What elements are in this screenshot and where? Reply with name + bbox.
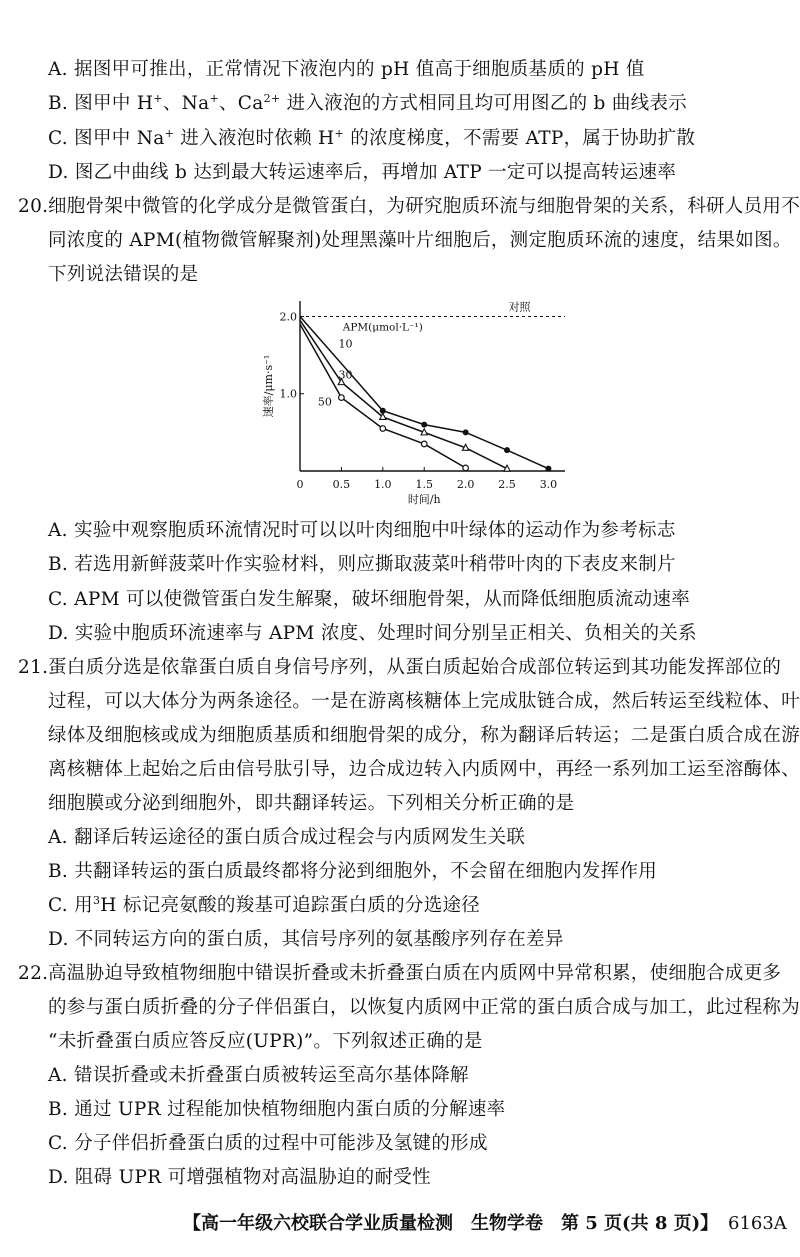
q21-stem-line-1: 21.蛋白质分选是依靠蛋白质自身信号序列，从蛋白质起始合成部位转运到其功能发挥部位的 (18, 651, 781, 685)
q21-stem-line-3: 绿体及细胞核或成为细胞质基质和细胞骨架的成分，称为翻译后转运；二是蛋白质合成在游 (48, 725, 800, 746)
chart-svg (255, 293, 575, 505)
q22-option-c: C. 分子伴侣折叠蛋白质的过程中可能涉及氢键的形成 (48, 1133, 488, 1154)
q22-option-b: B. 通过 UPR 过程能加快植物细胞内蛋白质的分解速率 (48, 1099, 506, 1120)
q20-stem-line-2: 同浓度的 APM(植物微管解聚剂)处理黑藻叶片细胞后，测定胞质环流的速度，结果如图。 (48, 230, 792, 251)
x-tick-label: 1.0 (374, 478, 392, 491)
y-tick-label: 2.0 (279, 310, 297, 324)
q21-option-c: C. 用$^3$H 标记亮氨酸的羧基可追踪蛋白质的分选途径 (48, 893, 481, 916)
x-axis-title: 时间/h (407, 493, 441, 505)
data-point-10 (421, 422, 427, 428)
q19-option-d: D. 图乙中曲线 b 达到最大转运速率后，再增加 ATP 一定可以提高转运速率 (48, 162, 677, 183)
q21-stem-line-4: 离核糖体上起始之后由信号肽引导，边合成边转入内质网中，再经一系列加工运至溶酶体、 (48, 759, 800, 780)
page-footer (0, 1204, 800, 1244)
footer-exam-title: 【高一年级六校联合学业质量检测 生物学卷 第 5 页(共 8 页)】 (183, 1213, 719, 1234)
x-tick-label: 0.5 (332, 478, 351, 491)
q20-stem-line-3: 下列说法错误的是 (48, 264, 199, 285)
data-point-50 (380, 426, 386, 432)
x-tick-label: 3.0 (539, 478, 558, 491)
y-axis-title: 速率/μm·s⁻¹ (262, 354, 275, 418)
q20-option-b: B. 若选用新鲜菠菜叶作实验材料，则应撕取菠菜叶稍带叶肉的下表皮来制片 (48, 554, 676, 575)
q20-line-chart (255, 293, 575, 505)
q21-option-a: A. 翻译后转运途径的蛋白质合成过程会与内质网发生关联 (48, 827, 526, 848)
q22-option-d: D. 阻碍 UPR 可增强植物对高温胁迫的耐受性 (48, 1167, 431, 1188)
control-label: 对照 (508, 300, 531, 314)
x-tick-label: 2.0 (456, 478, 475, 491)
x-tick-label: 1.5 (415, 478, 433, 491)
footer-paper-code: 6163A (728, 1213, 787, 1234)
x-tick-label: 0 (296, 478, 304, 491)
q20-option-a: A. 实验中观察胞质环流情况时可以以叶肉细胞中叶绿体的运动作为参考标志 (48, 520, 676, 541)
q22-number: 22. (18, 963, 49, 984)
q22-stem-line-3: “未折叠蛋白质应答反应(UPR)”。下列叙述正确的是 (48, 1031, 483, 1052)
q21-stem-line-2: 过程，可以大体分为两条途径。一是在游离核糖体上完成肽链合成，然后转运至线粒体、叶 (48, 691, 800, 712)
data-point-10 (545, 466, 551, 472)
data-point-50 (421, 441, 427, 447)
data-point-10 (463, 429, 469, 435)
q20-number: 20. (18, 196, 49, 217)
data-point-50 (463, 465, 469, 471)
q21-option-b: B. 共翻译转运的蛋白质最终都将分泌到细胞外，不会留在细胞内发挥作用 (48, 861, 658, 882)
q19-option-a: A. 据图甲可推出，正常情况下液泡内的 pH 值高于细胞质基质的 pH 值 (48, 59, 645, 80)
y-tick-label: 1.0 (279, 387, 297, 401)
series-label-50: 50 (317, 395, 332, 409)
data-point-50 (339, 395, 345, 401)
q21-option-d: D. 不同转运方向的蛋白质，其信号序列的氨基酸序列存在差异 (48, 929, 564, 950)
q21-stem-line-5: 细胞膜或分泌到细胞外，即共翻译转运。下列相关分析正确的是 (48, 793, 575, 814)
series-label-10: 10 (338, 337, 353, 351)
q22-option-a: A. 错误折叠或未折叠蛋白质被转运至高尔基体降解 (48, 1065, 469, 1086)
q20-stem-line-1: 20.细胞骨架中微管的化学成分是微管蛋白，为研究胞质环流与细胞骨架的关系，科研人员用不 (18, 190, 800, 224)
q19-option-b: B. 图甲中 H+、Na+、$Ca^{2+}$ 进入液泡的方式相同且均可用图乙的 b 曲线表示 (48, 91, 688, 114)
legend-title: APM(μmol·L⁻¹) (342, 321, 423, 334)
q21-number: 21. (18, 657, 49, 678)
x-tick-label: 2.5 (498, 478, 516, 491)
q20-option-c: C. APM 可以使微管蛋白发生解聚，破坏细胞骨架，从而降低细胞质流动速率 (48, 589, 690, 610)
q22-stem-line-1: 22.高温胁迫导致植物细胞中错误折叠或未折叠蛋白质在内质网中异常积累，使细胞合成更多 (18, 957, 781, 991)
series-label-30: 30 (338, 368, 353, 382)
q20-option-d: D. 实验中胞质环流速率与 APM 浓度、处理时间分别呈正相关、负相关的关系 (48, 623, 697, 644)
data-point-10 (504, 447, 510, 453)
q19-option-c: C. 图甲中 Na+ 进入液泡时依赖 H+ 的浓度梯度，不需要 ATP，属于协助扩散 (48, 126, 696, 149)
q22-stem-line-2: 的参与蛋白质折叠的分子伴侣蛋白，以恢复内质网中正常的蛋白质合成与加工，此过程称为 (48, 997, 800, 1018)
